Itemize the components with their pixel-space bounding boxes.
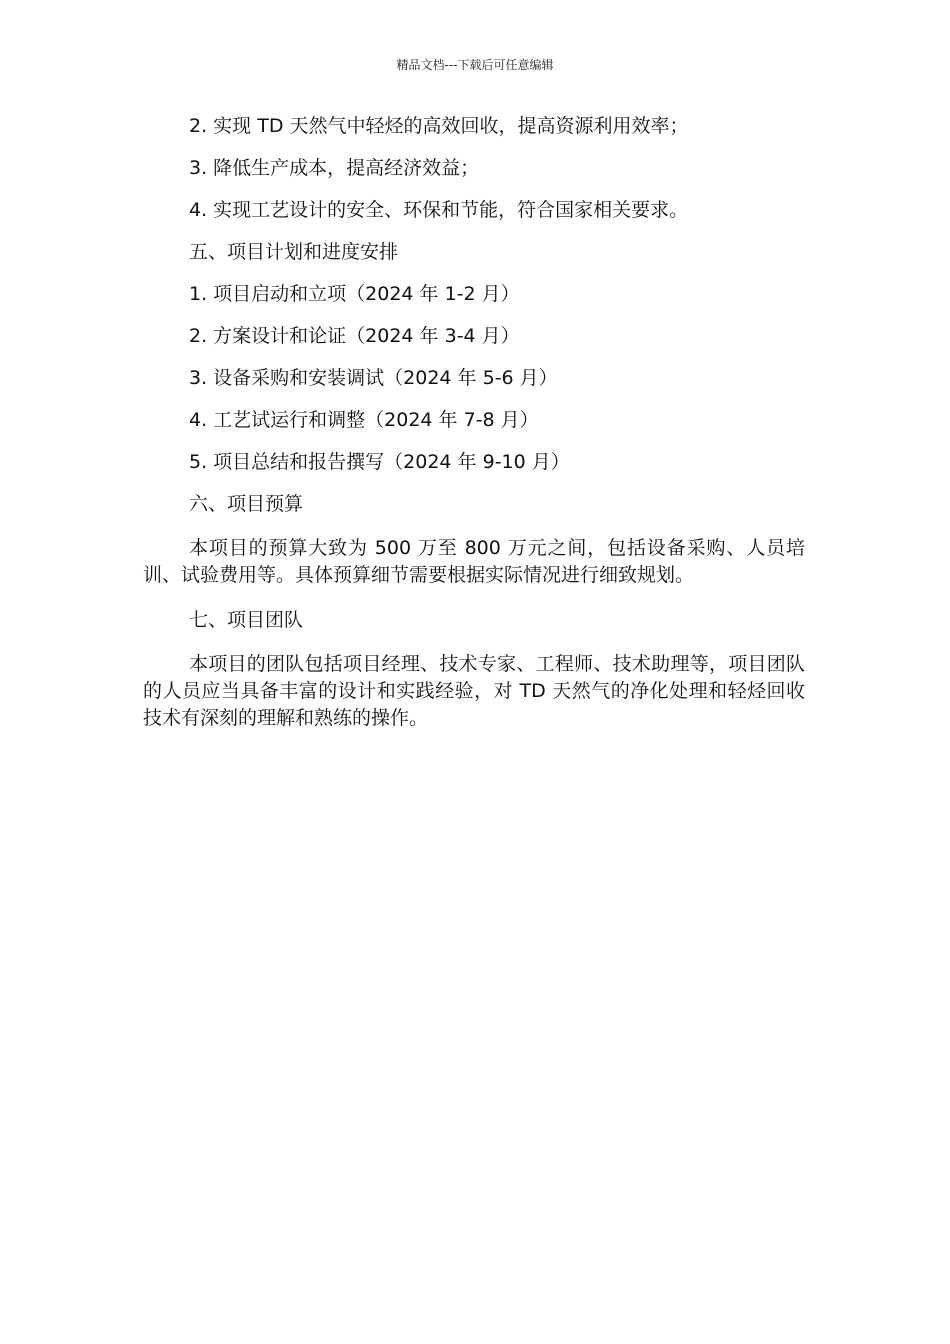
document-body (143, 115, 805, 752)
schedule-item: 3. 设备采购和安装调试（2024 年 5-6 月） (189, 367, 558, 389)
schedule-item: 5. 项目总结和报告撰写（2024 年 9-10 月） (189, 451, 570, 473)
schedule-item: 2. 方案设计和论证（2024 年 3-4 月） (189, 325, 520, 347)
schedule-item: 4. 工艺试运行和调整（2024 年 7-8 月） (189, 409, 539, 431)
budget-paragraph: 本项目的预算大致为 500 万至 800 万元之间，包括设备采购、人员培训、试验费用等。具体预算细节需要根据实际情况进行细致规划。 (143, 537, 805, 586)
page-header: 精品文档---下载后可任意编辑 (396, 58, 554, 72)
objective-item-2: 2. 实现 TD 天然气中轻烃的高效回收，提高资源利用效率； (189, 115, 689, 137)
section-heading-team: 七、项目团队 (189, 609, 304, 631)
section-heading-budget: 六、项目预算 (189, 493, 304, 515)
team-paragraph: 本项目的团队包括项目经理、技术专家、工程师、技术助理等，项目团队的人员应当具备丰富的设计和实践经验，对 TD 天然气的净化处理和轻烃回收技术有深刻的理解和熟练的操作。 (143, 653, 805, 729)
objective-item-3: 3. 降低生产成本，提高经济效益； (189, 157, 480, 179)
section-heading-schedule: 五、项目计划和进度安排 (189, 241, 399, 263)
schedule-item: 1. 项目启动和立项（2024 年 1-2 月） (189, 283, 520, 305)
objective-item-4: 4. 实现工艺设计的安全、环保和节能，符合国家相关要求。 (189, 199, 689, 221)
